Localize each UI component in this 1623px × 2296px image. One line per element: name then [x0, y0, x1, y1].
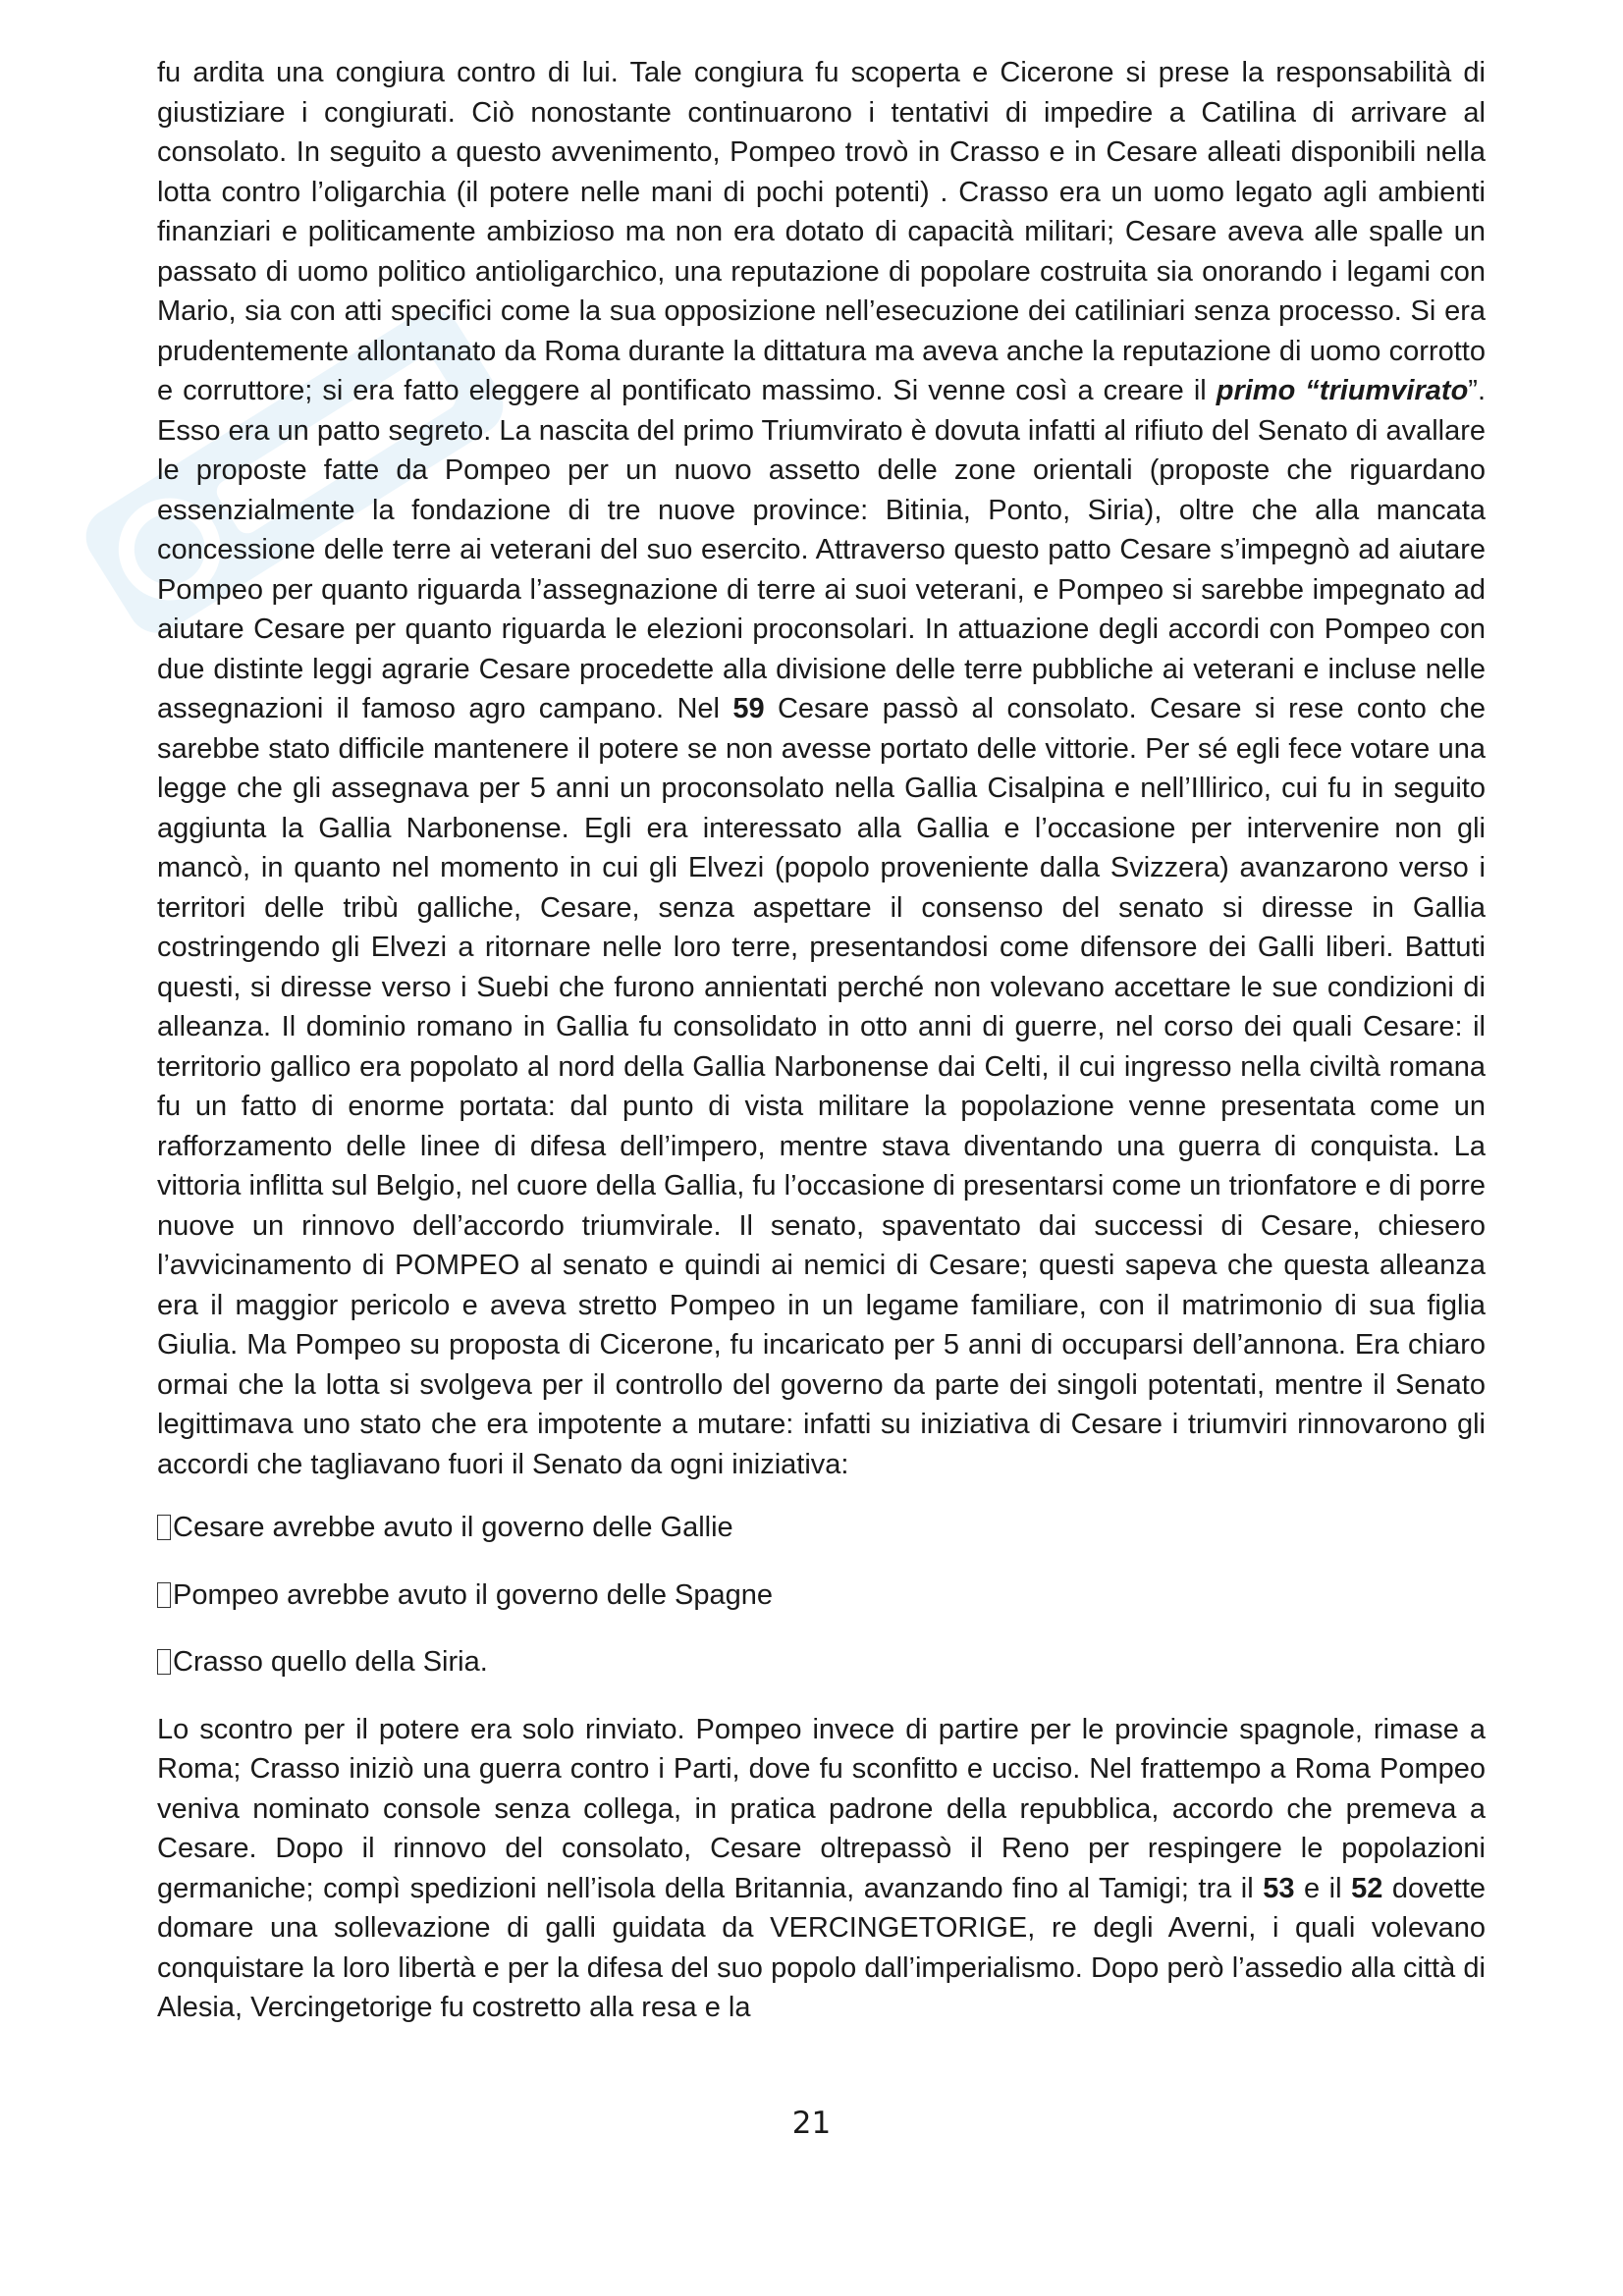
paragraph: [157, 53, 1486, 1484]
page-number: 21: [791, 2106, 832, 2141]
list-item-text: Cesare avrebbe avuto il governo delle Gallie: [173, 1512, 733, 1543]
bold-number: 52: [1351, 1872, 1383, 1904]
bold-number: 53: [1263, 1872, 1295, 1904]
list-item-text: Crasso quello della Siria.: [173, 1646, 488, 1678]
text-run: Lo scontro per il potere era solo rinviato. Pompeo invece di partire per le provincie spagnole, rimase a Roma; Crasso iniziò una guerra contro i Parti, dove fu sconfitto e ucciso. Nel frattempo a Roma Pompeo veniva nominato console senza collega, in pratica padrone della repubblica, accordo che premeva a Cesare. Dopo il rinnovo del consolato, Cesare oltrepassò il Reno per respingere le popolazioni germaniche; compì spedizioni nell’isola della Britannia, avanzando fino al Tamigi; tra il: [157, 1713, 1486, 1904]
list-item: [157, 1575, 1486, 1616]
text-run: e il: [1294, 1872, 1352, 1904]
bold-number: 59: [732, 693, 765, 724]
list-item-text: Pompeo avrebbe avuto il governo delle Spagne: [173, 1578, 774, 1611]
list-item: [157, 1642, 1486, 1682]
missing-glyph-icon: [157, 1582, 171, 1608]
text-run: ”. Esso era un patto segreto. La nascita del primo Triumvirato è dovuta infatti al rifiuto del Senato di avallare le proposte fatte da Pompeo per un nuovo assetto delle zone orientali (proposte che riguardano essenzialmente la fondazione di tre nuove province: Bitinia, Ponto, Siria), oltre che alla mancata concessione delle terre ai veterani del suo esercito. Attraverso questo patto Cesare s’impegnò ad aiutare Pompeo per quanto riguarda l’assegnazione di terre ai suoi veterani, e Pompeo si sarebbe impegnato ad aiutare Cesare per quanto riguarda le elezioni proconsolari. In attuazione degli accordi con Pompeo con due distinte leggi agrarie Cesare procedette alla divisione delle terre pubbliche ai veterani e incluse nelle assegnazioni il famoso agro campano. Nel: [157, 375, 1486, 724]
text-run: fu ardita una congiura contro di lui. Tale congiura fu scoperta e Cicerone si prese la responsabilità di giustiziare i congiurati. Ciò nonostante continuarono i tentativi di impedire a Catilina di arrivare al consolato. In seguito a questo avvenimento, Pompeo trovò in Crasso e in Cesare alleati disponibili nella lotta contro l’oligarchia (il potere nelle mani di pochi potenti) . Crasso era un uomo legato agli ambienti finanziari e politicamente ambizioso ma non era dotato di capacità militari; Cesare aveva alle spalle un passato di uomo politico antioligarchico, una reputazione di popolare costruita sia onorando i legami con Mario, sia con atti specifici come la sua opposizione nell’esecuzione dei catiliniari senza processo. Si era prudentemente allontanato da Roma durante la dittatura ma aveva anche la reputazione di uomo corrotto e corruttore; si era fatto eleggere al pontificato massimo. Si venne così a creare il: [157, 57, 1486, 406]
text-run: Cesare passò al consolato. Cesare si rese conto che sarebbe stato difficile mantenere il potere se non avesse portato delle vittorie. Per sé egli fece votare una legge che gli assegnava per 5 anni un proconsolato nella Gallia Cisalpina e nell’Illirico, cui fu in seguito aggiunta la Gallia Narbonense. Egli era interessato alla Gallia e l’occasione per intervenire non gli mancò, in quanto nel momento in cui gli Elvezi (popolo proveniente dalla Svizzera) avanzarono verso i territori delle tribù galliche, Cesare, senza aspettare il consenso del senato si diresse in Gallia costringendo gli Elvezi a ritornare nelle loro terre, presentandosi come difensore dei Galli liberi. Battuti questi, si diresse verso i Suebi che furono annientati perché non volevano accettare le sue condizioni di alleanza. Il dominio romano in Gallia fu consolidato in otto anni di guerre, nel corso dei quali Cesare: il territorio gallico era popolato al nord della Gallia Narbonense dai Celti, il cui ingresso nella civiltà romana fu un fatto di enorme portata: dal punto di vista militare la popolazione venne presentata come un rafforzamento delle linee di difesa dell’impero, mentre stava diventando una guerra di conquista. La vittoria inflitta sul Belgio, nel cuore della Gallia, fu l’occasione di presentarsi come un trionfatore e di porre nuove un rinnovo dell’accordo triumvirale. Il senato, spaventato dai successi di Cesare, chiesero l’avvicinamento di POMPEO al senato e quindi ai nemici di Cesare; questi sapeva che questa alleanza era il maggior pericolo e aveva stretto Pompeo in un legame familiare, con il matrimonio di sua figlia Giulia. Ma Pompeo su proposta di Cicerone, fu incaricato per 5 anni di occuparsi dell’annona. Era chiaro ormai che la lotta si svolgeva per il controllo del governo da parte dei singoli potentati, mentre il Senato legittimava uno stato che era impotente a mutare: infatti su iniziativa di Cesare i triumviri rinnovarono gli accordi che tagliavano fuori il Senato da ogni iniziativa:: [157, 693, 1486, 1480]
page-body: [157, 53, 1486, 2028]
paragraph: [157, 1710, 1486, 2028]
missing-glyph-icon: [157, 1515, 171, 1540]
emphasis-text: primo “triumvirato: [1216, 375, 1469, 406]
missing-glyph-icon: [157, 1649, 171, 1675]
text-run: dovette domare una sollevazione di galli guidata da VERCINGETORIGE, re degli Averni, i quali volevano conquistare la loro libertà e per la difesa del suo popolo dall’imperialismo. Dopo però l’assedio alla città di Alesia, Vercingetorige fu costretto alla resa e la: [157, 1872, 1487, 2023]
list-item: [157, 1508, 1486, 1548]
